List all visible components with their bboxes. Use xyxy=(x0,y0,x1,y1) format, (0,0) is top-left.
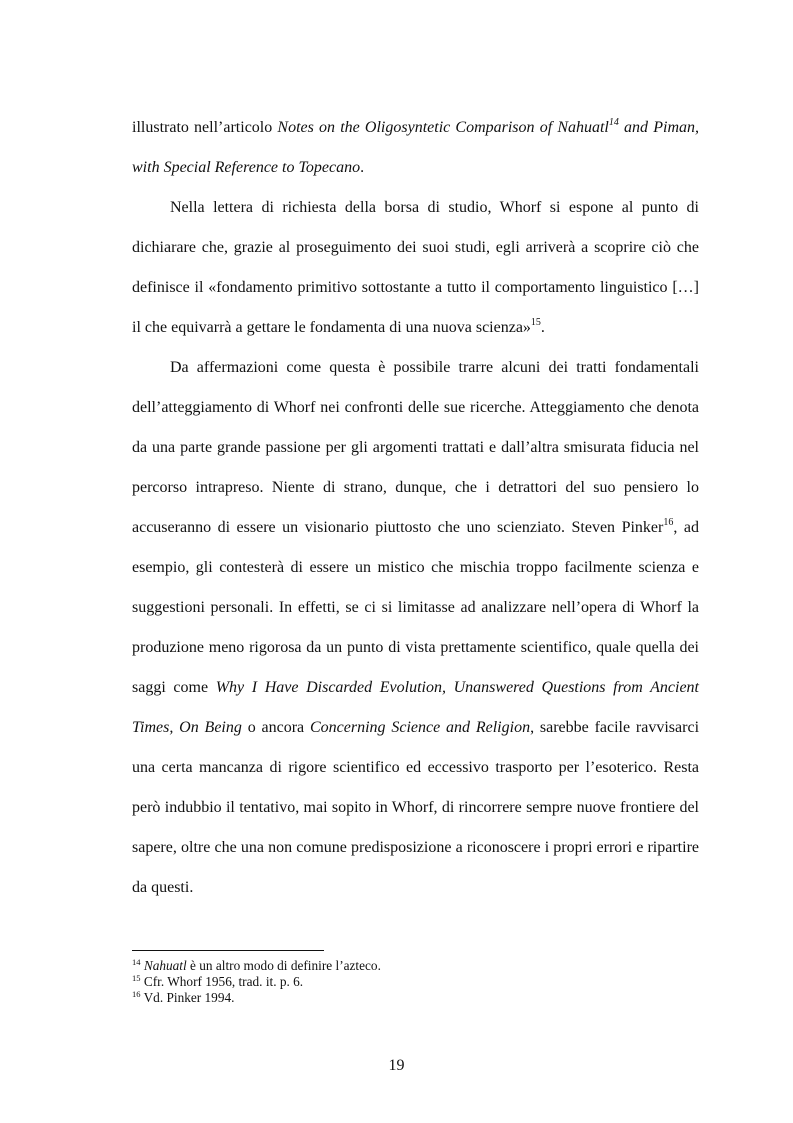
footnote-16 xyxy=(132,990,699,1006)
footnote-ref-14[interactable]: 14 xyxy=(608,117,619,128)
body-text xyxy=(132,108,699,908)
footnote-number: 15 xyxy=(132,973,141,983)
paragraph-3 xyxy=(132,348,699,908)
text-run: Da affermazioni come questa è possibile trarre alcuni dei tratti fondamentali dell’atteggiamento di Whorf nei confronti delle sue ricerche. Atteggiamento che denota da una parte grande passione per gli argomenti trattati e dall’altra smisurata fiducia nel percorso intrapreso. Niente di strano, dunque, che i detrattori del suo pensiero lo accuseranno di essere un visionario piuttosto che uno scienziato. Steven Pinker xyxy=(132,359,699,536)
footnote-number: 14 xyxy=(132,957,141,967)
footnote-15 xyxy=(132,974,699,990)
page-number: 19 xyxy=(388,1057,405,1074)
footnote-ref-16[interactable]: 16 xyxy=(663,517,674,528)
article-title-cont: and Piman, with Special Reference to Topecano xyxy=(132,119,700,176)
paragraph-2 xyxy=(132,188,699,348)
text-run: illustrato nell’articolo xyxy=(132,119,278,136)
text-run: . xyxy=(540,319,545,336)
essay-title: Concerning Science and Religion xyxy=(309,719,531,736)
text-run: . xyxy=(360,159,365,176)
text-run: o ancora xyxy=(241,719,310,736)
footnote-number: 16 xyxy=(132,989,141,999)
text-run: Nella lettera di richiesta della borsa di studio, Whorf si espone al punto di dichiarare che, grazie al proseguimento dei suoi studi, egli arriverà a scoprire ciò che definisce il «fondamento primitivo sottostante a tutto il comportamento linguistico […] il che equivarrà a gettare le fondamenta di una nuova scienza» xyxy=(132,199,699,336)
footnote-ref-15[interactable]: 15 xyxy=(530,317,541,328)
footnote-text: Cfr. Whorf 1956, trad. it. p. 6. xyxy=(140,974,304,989)
footnote-separator xyxy=(132,950,324,951)
footnote-italic: Nahuatl xyxy=(143,958,187,973)
footnote-text: è un altro modo di definire l’azteco. xyxy=(186,958,381,973)
footnotes xyxy=(132,958,699,1006)
article-title: Notes on the Oligosyntetic Comparison of Nahuatl xyxy=(277,119,609,136)
text-run: , sarebbe facile ravvisarci una certa mancanza di rigore scientifico ed eccessivo trasporto per l’esoterico. Resta però indubbio il tentativo, mai sopito in Whorf, di rincorrere sempre nuove frontiere del sapere, oltre che una non comune predisposizione a riconoscere i propri errori e ripartire da questi. xyxy=(132,719,700,896)
footnote-text: Vd. Pinker 1994. xyxy=(140,990,235,1005)
text-run: , ad esempio, gli contesterà di essere un mistico che mischia troppo facilmente scienza e suggestioni personali. In effetti, se ci si limitasse ad analizzare nell’opera di Whorf la produzione meno rigorosa da un punto di vista prettamente scientifico, quale quella dei saggi come xyxy=(132,519,699,696)
footnote-14 xyxy=(132,958,699,974)
paragraph-1 xyxy=(132,108,699,188)
essay-titles: Why I Have Discarded Evolution, Unanswered Questions from Ancient Times, On Being xyxy=(132,679,700,736)
